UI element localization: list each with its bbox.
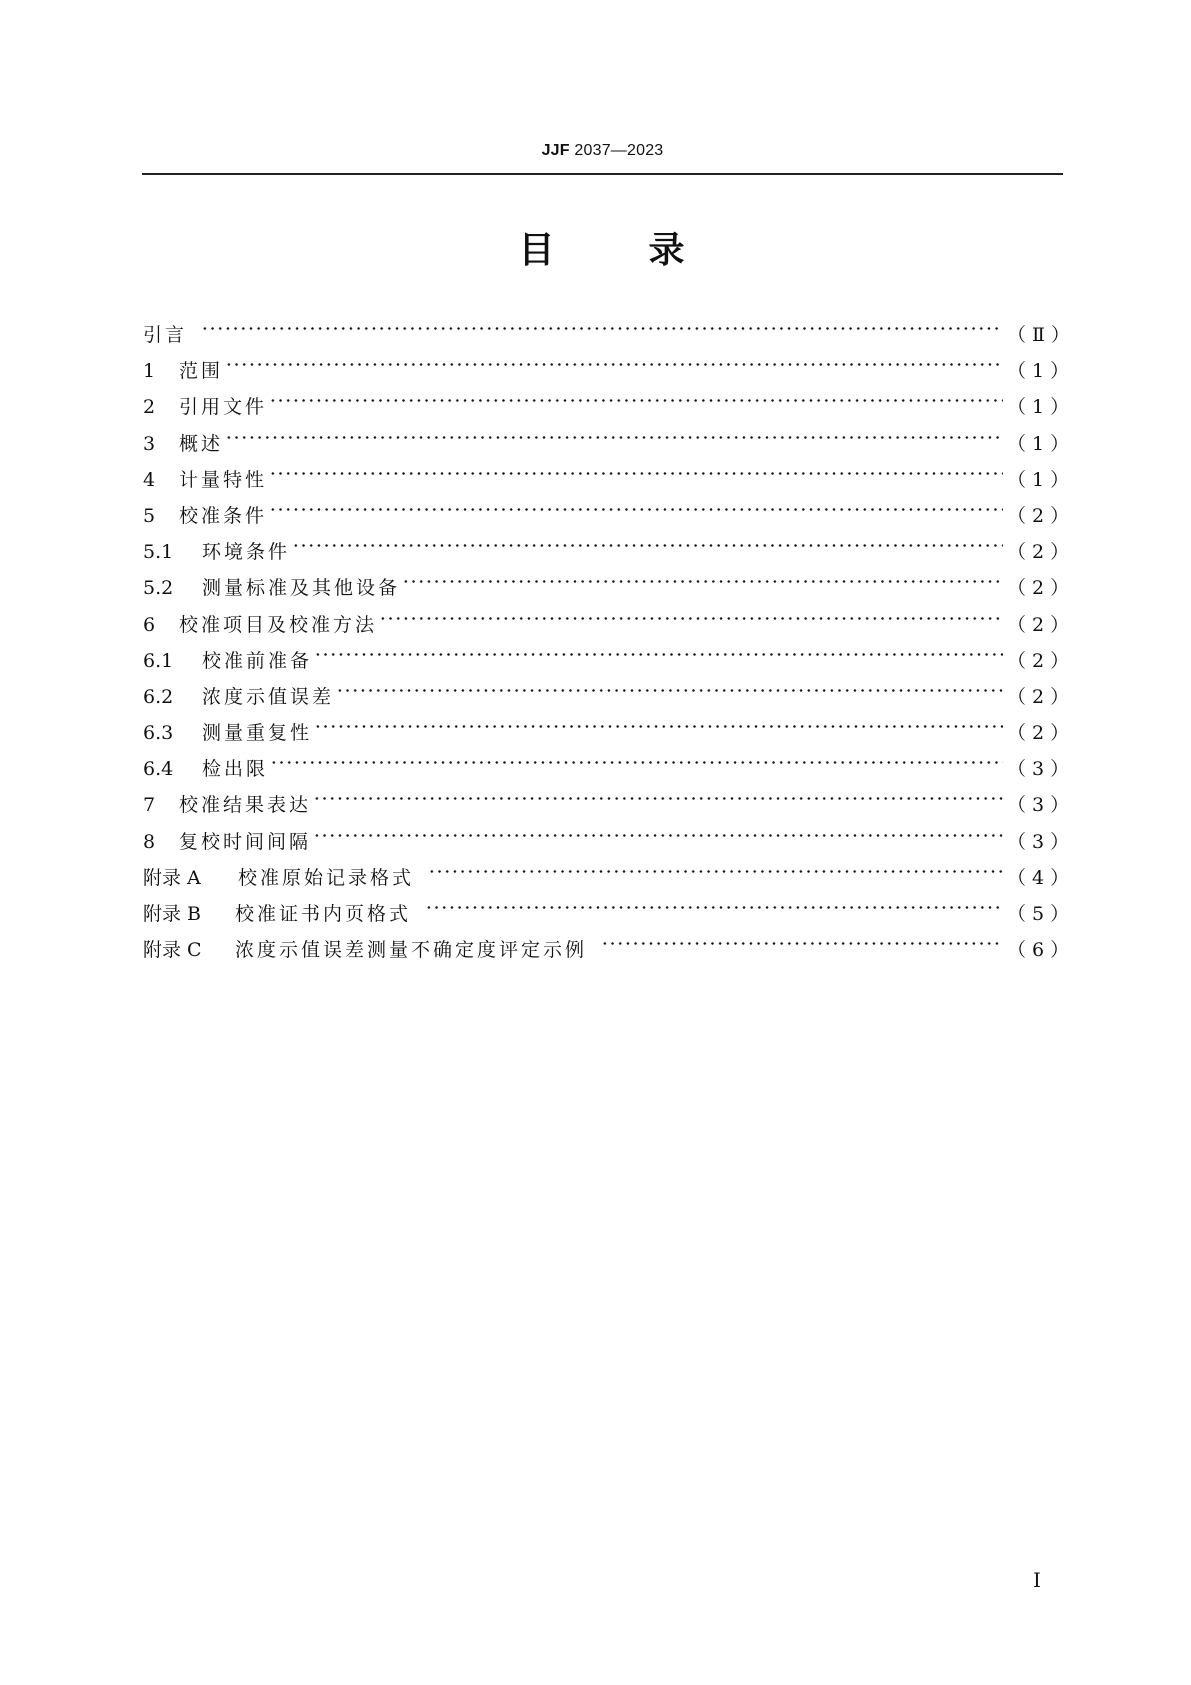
toc-entry-number: 6.4 xyxy=(143,758,174,781)
toc-entry-title: 校准证书内页格式 xyxy=(235,903,412,925)
toc-entry-page: （2） xyxy=(1007,577,1076,600)
toc-entry-page: （3） xyxy=(1007,794,1076,817)
dot-leader xyxy=(425,884,1003,920)
toc-entry-number: 8 xyxy=(143,830,156,853)
toc-entry-page: （2） xyxy=(1007,541,1076,564)
toc-entry[interactable] xyxy=(143,775,1076,817)
toc-entry-number: 附录 A xyxy=(143,866,201,889)
toc-entry[interactable] xyxy=(143,739,1076,781)
dot-leader xyxy=(402,558,1003,594)
toc-entry-title: 概述 xyxy=(179,432,224,455)
toc-entry-page: （3） xyxy=(1007,758,1076,781)
dot-leader xyxy=(269,486,1003,522)
dot-leader xyxy=(601,920,1003,956)
toc-entry-number: 6.3 xyxy=(143,722,174,745)
toc-entry-title: 测量重复性 xyxy=(202,722,313,745)
toc-entry-title: 浓度示值误差 xyxy=(202,685,335,708)
page-title xyxy=(142,222,1063,273)
toc-entry-title: 校准结果表达 xyxy=(179,794,312,817)
toc-entry-number: 5 xyxy=(143,504,156,527)
toc-entry-title: 检出限 xyxy=(202,758,269,781)
toc-entry-page: （6） xyxy=(1007,939,1076,962)
toc-entry-page: （2） xyxy=(1007,613,1076,636)
dot-leader xyxy=(379,595,1003,631)
toc-entry-page: （1） xyxy=(1007,360,1076,383)
toc-entry-number: 5.1 xyxy=(143,541,174,564)
dot-leader xyxy=(269,377,1003,413)
toc-entry-number: 6.1 xyxy=(143,649,174,672)
toc-entry-page: （2） xyxy=(1007,685,1076,708)
dot-leader xyxy=(314,703,1003,739)
toc-entry[interactable] xyxy=(143,305,1076,346)
toc-entry-title: 计量特性 xyxy=(179,468,268,491)
toc-entry-title: 校准前准备 xyxy=(202,649,313,672)
toc-entry-title: 复校时间间隔 xyxy=(179,830,312,853)
toc-entry-page: （4） xyxy=(1007,866,1076,889)
toc-entry-number: 2 xyxy=(143,396,156,419)
toc-entry-title: 环境条件 xyxy=(202,541,291,564)
toc-entry-number: 附录 C xyxy=(143,939,202,962)
toc-entry[interactable] xyxy=(143,522,1076,564)
dot-leader xyxy=(313,812,1003,848)
toc-entry[interactable] xyxy=(143,341,1076,383)
dot-leader xyxy=(292,522,1003,558)
dot-leader xyxy=(314,631,1003,667)
toc-entry-title: 引言 xyxy=(143,324,188,346)
toc-entry-title: 浓度示值误差测量不确定度评定示例 xyxy=(235,939,588,962)
toc-entry[interactable] xyxy=(143,486,1076,527)
dot-leader xyxy=(428,848,1003,884)
standard-code-number: 2037—2023 xyxy=(574,142,664,159)
dot-leader xyxy=(270,739,1003,775)
toc-entry-page: （3） xyxy=(1007,830,1076,853)
toc-entry-title: 范围 xyxy=(179,360,224,383)
toc-entry-title: 校准项目及校准方法 xyxy=(179,613,378,636)
toc-entry-page: （Ⅱ） xyxy=(1007,324,1076,346)
standard-code-prefix: JJF xyxy=(541,142,570,159)
toc-entry-number: 1 xyxy=(143,360,156,383)
page-number: I xyxy=(1033,1568,1041,1592)
toc-entry[interactable] xyxy=(143,450,1076,491)
title-char-2: 录 xyxy=(648,230,687,271)
toc-entry-number: 附录 B xyxy=(143,903,202,925)
dot-leader xyxy=(313,775,1003,811)
toc-entry-title: 校准原始记录格式 xyxy=(238,866,415,889)
toc-entry-page: （5） xyxy=(1007,903,1076,925)
dot-leader xyxy=(225,414,1003,450)
toc-entry-title: 测量标准及其他设备 xyxy=(202,577,401,600)
toc-entry[interactable] xyxy=(143,414,1076,455)
toc-entry-page: （1） xyxy=(1007,432,1076,455)
dot-leader xyxy=(336,667,1003,703)
dot-leader xyxy=(201,305,1003,341)
toc-entry-number: 6.2 xyxy=(143,685,174,708)
table-of-contents xyxy=(143,305,1076,962)
toc-entry-number: 7 xyxy=(143,794,156,817)
running-header xyxy=(142,142,1063,160)
toc-entry[interactable] xyxy=(143,377,1076,419)
title-char-1: 目 xyxy=(518,230,557,271)
dot-leader xyxy=(269,450,1003,486)
toc-entry-title: 引用文件 xyxy=(179,396,268,419)
toc-entry-title: 校准条件 xyxy=(179,504,268,527)
toc-entry-page: （1） xyxy=(1007,396,1076,419)
dot-leader xyxy=(225,341,1003,377)
toc-entry-number: 4 xyxy=(143,468,156,491)
toc-entry-number: 5.2 xyxy=(143,577,174,600)
toc-entry-page: （1） xyxy=(1007,468,1076,491)
toc-entry-number: 3 xyxy=(143,432,156,455)
toc-entry-page: （2） xyxy=(1007,722,1076,745)
header-rule xyxy=(142,173,1063,175)
toc-entry-page: （2） xyxy=(1007,649,1076,672)
toc-entry-number: 6 xyxy=(143,613,156,636)
toc-entry-page: （2） xyxy=(1007,504,1076,527)
